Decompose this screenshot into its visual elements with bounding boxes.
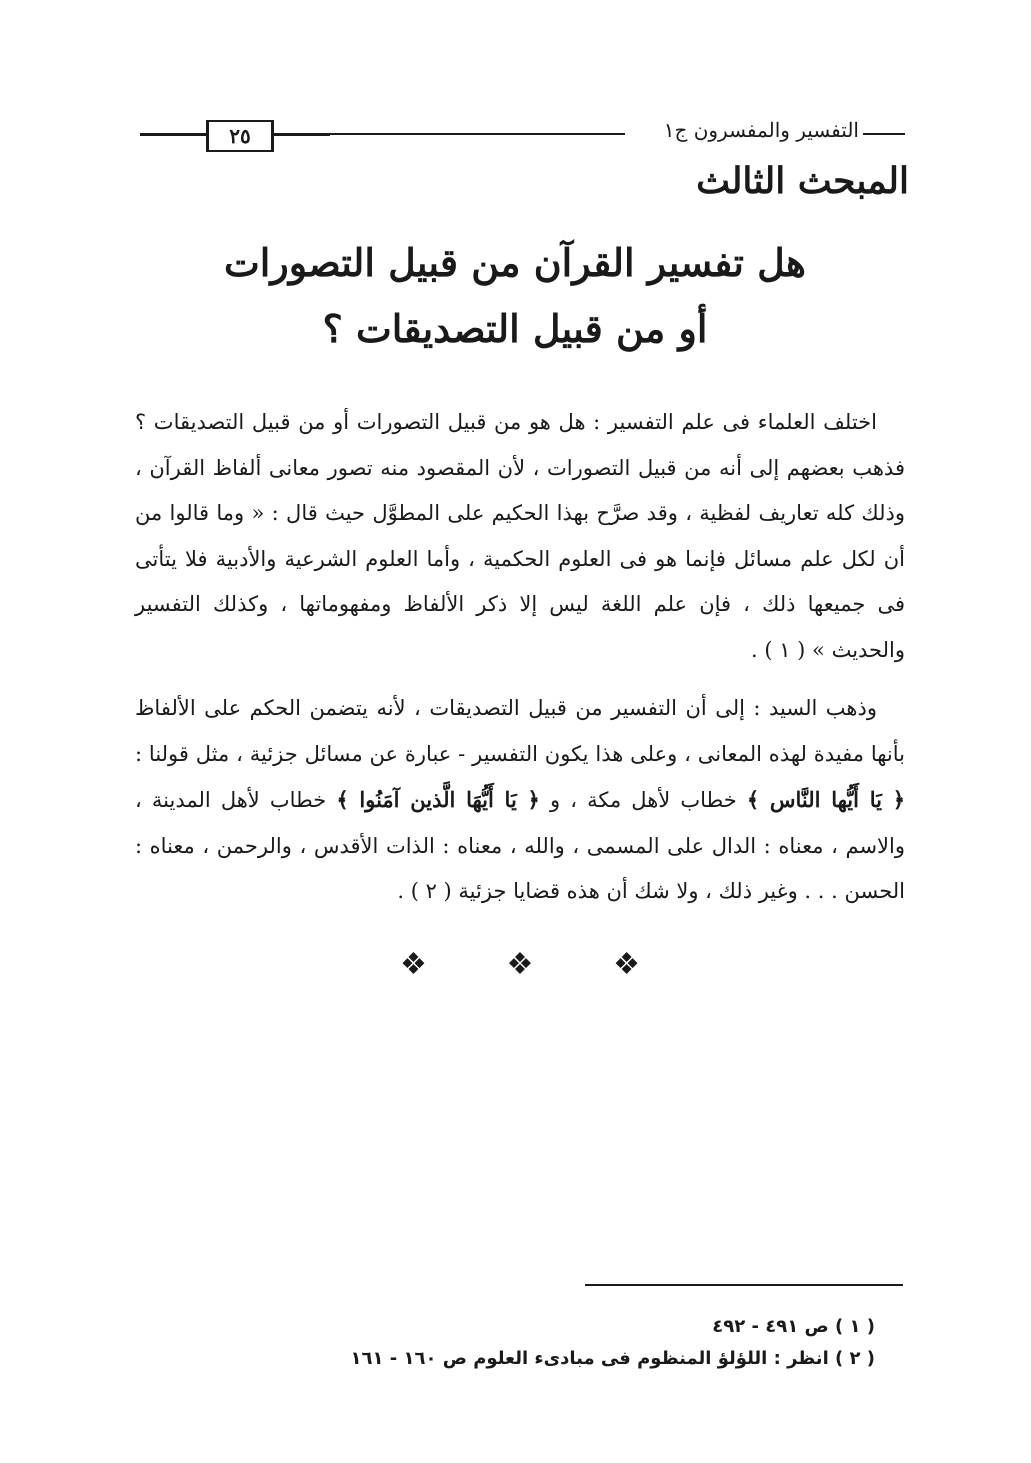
paragraph-1 [135, 400, 905, 673]
paragraph-1-text: اختلف العلماء فى علم التفسير : هل هو من قبيل التصورات أو من قبيل التصديقات ؟ فذهب بعضهم إلى أنه من قبيل التصورات ، لأن المقصود منه تصور معانى ألفاظ القرآن ، وذلك كله تعاريف لفظية ، وقد صرَّح بهذا الحكيم على المطوَّل حيث قال : « وما قالوا من أن لكل علم مسائل فإنما هو فى العلوم الحكمية ، وأما العلوم الشرعية والأدبية فلا يتأتى فى جميعها ذلك ، فإن علم اللغة ليس إلا ذكر الألفاظ ومفهوماتها ، وكذلك التفسير والحديث » ( ١ ) . [135, 410, 905, 662]
chapter-title-line-1: هل تفسير القرآن من قبيل التصورات [224, 240, 806, 285]
ornament-icon: ❖ [506, 947, 534, 982]
page-number: ٢٥ [206, 120, 274, 152]
page-header [130, 118, 905, 158]
footnote-separator [585, 1284, 903, 1286]
ornament-icon: ❖ [400, 947, 427, 982]
paragraph-2-text-b: خطاب لأهل مكة ، و [539, 788, 747, 812]
section-label: المبحث الثالث [696, 160, 909, 202]
paragraph-2 [135, 686, 905, 915]
ornament-icon: ❖ [613, 947, 640, 982]
header-rule-right [863, 133, 905, 135]
paragraph-2-text-c: خطاب لأهل المدينة ، والاسم ، معناه : الدال على المسمى ، والله ، معناه : الذات الأقدس ، والرحمن ، معناه : الحسن . . . وغير ذلك ، ولا شك أن هذه قضايا جزئية ( ٢ ) . [135, 788, 905, 903]
section-end-ornaments [400, 947, 640, 982]
running-title: التفسير والمفسرون ج١ [658, 118, 865, 142]
footnote-2 [300, 1348, 875, 1369]
quran-verse-1: ﴿ يَا أَيُّها النَّاس ﴾ [746, 787, 905, 812]
header-rule-middle [270, 133, 625, 135]
footnote-1 [300, 1316, 875, 1337]
chapter-title-line-2: أو من قبيل التصديقات ؟ [322, 306, 708, 351]
footnote-1-text: ( ١ ) ص ٤٩١ - ٤٩٢ [712, 1316, 875, 1337]
quran-verse-2: ﴿ يَا أَيُّهَا الَّذين آمَنُوا ﴾ [336, 787, 540, 812]
paragraph-2-text-a: وذهب السيد : إلى أن التفسير من قبيل التصديقات ، لأنه يتضمن الحكم على الألفاظ بأنها مفيدة لهذه المعانى ، وعلى هذا يكون التفسير - عبارة عن مسائل جزئية ، مثل قولنا : [135, 696, 905, 766]
footnote-2-text: ( ٢ ) انظر : اللؤلؤ المنظوم فى مبادىء العلوم ص ١٦٠ - ١٦١ [350, 1348, 875, 1369]
